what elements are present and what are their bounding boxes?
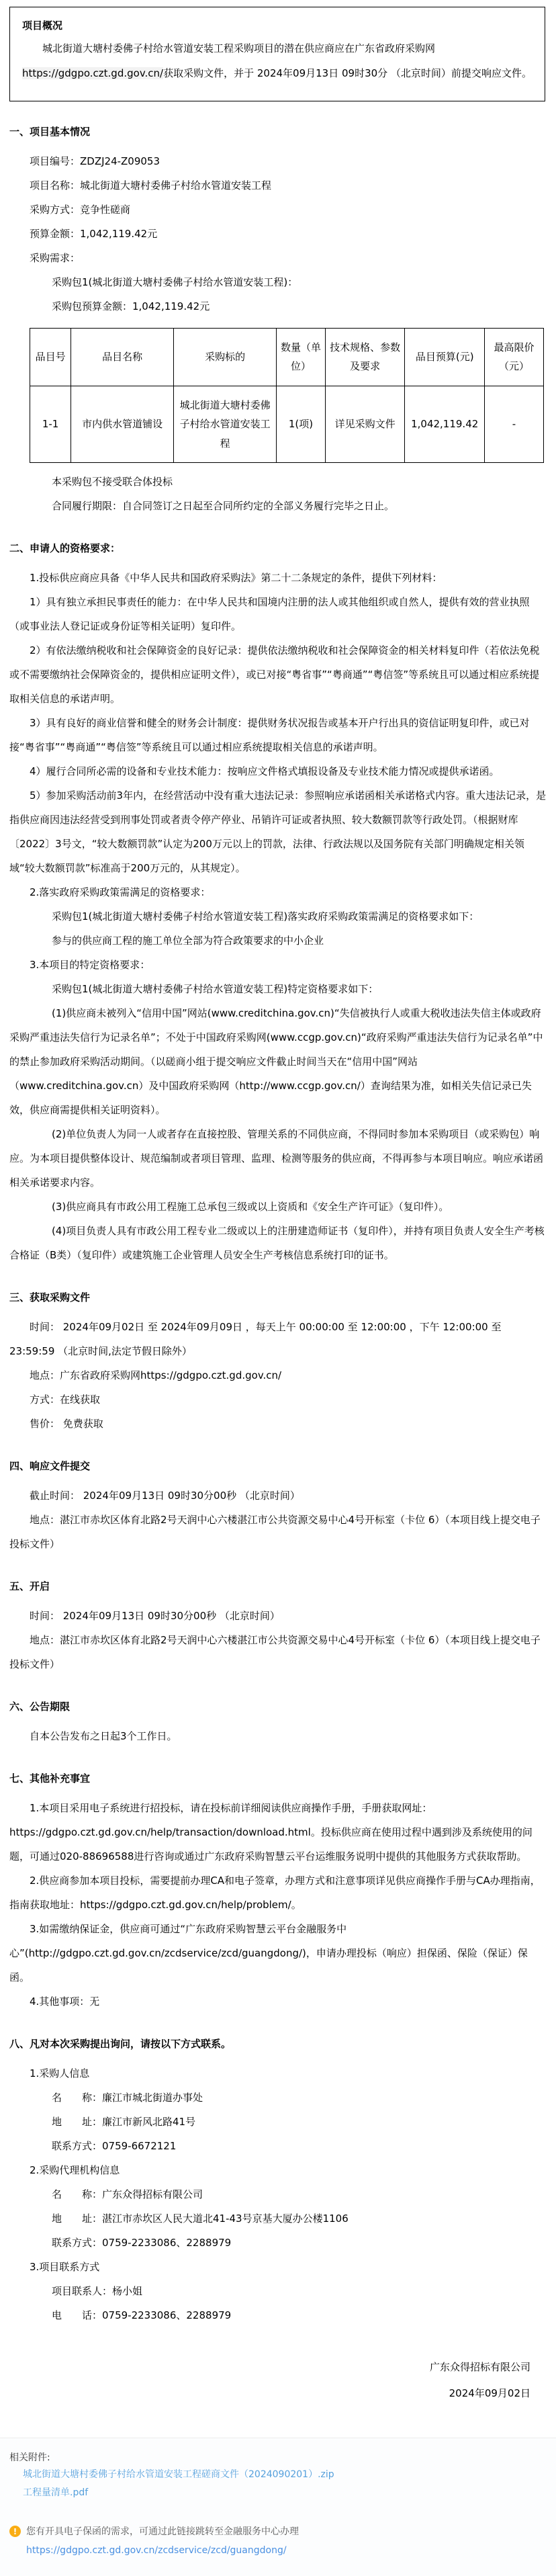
attachments-title: 相关附件: [9, 2452, 50, 2463]
cell-quantity: 1(项) [277, 386, 326, 463]
qualification-paragraph: 1.投标供应商应具备《中华人民共和国政府采购法》第二十二条规定的条件，提供下列材料： [30, 572, 443, 584]
procurement-method: 采购方式：竞争性磋商 [30, 203, 131, 216]
purchaser-telephone: 联系方式：0759-6672121 [52, 2140, 177, 2152]
qualification-paragraph: 4）履行合同所必需的设备和专业技术能力：按响应文件格式填报设备及专业技术能力情况或提供承诺函。 [30, 765, 500, 777]
qualification-paragraph: 3）具有良好的商业信誉和健全的财务会计制度：提供财务状况报告或基本开户行出具的资信证明复印件，或已对接“粤省事”“粤商通”“粤信签”等系统且可以通过相应系统提取相关信息的承诺声明。 [9, 717, 530, 753]
qualification-paragraph: (1)供应商未被列入“信用中国”网站(www.creditchina.gov.cn)“失信被执行人或重大税收违法失信主体或政府采购严重违法失信行为记录名单”；不处于中国政府采购网(www.ccgp.gov.cn)“政府采购严重违法失信行为记录名单”中的禁止参加政府采购活动期间。（以磋商小组于提交响应文件截止时间当天在“信用中国”网站（www.creditchina.gov.cn）及中国政府采购网（http://www.ccgp.gov.cn/）查询结果为准，如相关失信记录已失效，供应商需提供相关证明资料）。 [9, 1007, 543, 1116]
agency-telephone: 联系方式：0759-2233086、2288979 [52, 2237, 232, 2249]
table-row [30, 386, 544, 463]
qualification-paragraph: (2)单位负责人为同一人或者存在直接控股、管理关系的不同供应商，不得同时参加本采购项目（或采购包）响应。为本项目提供整体设计、规范编制或者项目管理、监理、检测等服务的供应商，不得再参与本项目响应。响应承诺函相关承诺要求内容。 [9, 1128, 544, 1189]
cell-subject: 城北街道大塘村委佛子村给水管道安装工程 [174, 386, 277, 463]
qualification-paragraph: 采购包1(城北街道大塘村委佛子村给水管道安装工程)落实政府采购政策需满足的资格要求如下： [52, 910, 479, 922]
qualification-paragraph: (4)项目负责人具有市政公用工程专业二级或以上的注册建造师证书（复印件），并持有项目负责人安全生产考核合格证（B类）（复印件）或建筑施工企业管理人员安全生产考核信息系统打印的证书。 [9, 1225, 545, 1261]
agency-info-title: 2.采购代理机构信息 [30, 2164, 120, 2176]
qualification-paragraph: 5）参加采购活动前3年内，在经营活动中没有重大违法记录：参照响应承诺函相关承诺格式内容。重大违法记录，是指供应商因违法经营受到刑事处罚或者责令停产停业、吊销许可证或者执照、较大数额罚款等行政处罚。（根据财库〔2022〕3号文，“较大数额罚款”认定为200万元以上的罚款，法律、行政法规以及国务院有关部门明确规定相关领域“较大数额罚款”标准高于200万元的，从其规定）。 [9, 789, 547, 874]
items-table [30, 328, 544, 464]
package-line: 采购包1(城北街道大塘村委佛子村给水管道安装工程)： [52, 275, 298, 288]
supplement-paragraph: 4.其他事项：无 [30, 1995, 100, 2008]
obtain-place: 地点：广东省政府采购网https://gdgpo.czt.gd.gov.cn/ [30, 1369, 282, 1381]
col-header-spec: 技术规格、参数及要求 [325, 328, 405, 386]
col-header-max-price: 最高限价（元） [484, 328, 543, 386]
purchaser-name: 名 称：廉江市城北街道办事处 [52, 2092, 203, 2104]
items-table-header-row [30, 328, 544, 386]
submission-deadline: 截止时间： 2024年09月13日 09时30分00秒 （北京时间） [30, 1490, 300, 1502]
demand-label: 采购需求： [30, 251, 81, 264]
no-consortium-note: 本采购包不接受联合体投标 [52, 476, 173, 488]
section-heading-submission: 四、响应文件提交 [9, 1460, 91, 1472]
procurement-site-url: https://gdgpo.czt.gd.gov.cn/ [22, 67, 164, 79]
section-heading-obtain-documents: 三、获取采购文件 [9, 1291, 91, 1303]
section-heading-opening: 五、开启 [9, 1580, 50, 1592]
opening-place: 地点：湛江市赤坎区体育北路2号天润中心六楼湛江市公共资源交易中心4号开标室（卡位 6）（本项目线上提交电子投标文件） [9, 1634, 541, 1670]
qualification-paragraph: 1）具有独立承担民事责任的能力：在中华人民共和国境内注册的法人或其他组织或自然人，提供有效的营业执照（或事业法人登记证或身份证等相关证明）复印件。 [9, 596, 530, 632]
col-header-item-budget: 品目预算(元) [405, 328, 485, 386]
package-budget: 采购包预算金额：1,042,119.42元 [52, 300, 210, 312]
opening-time: 时间： 2024年09月13日 09时30分00秒 （北京时间） [30, 1610, 280, 1622]
financial-service-link[interactable]: https://gdgpo.czt.gd.gov.cn/zcdservice/zcd/guangdong/ [26, 2544, 287, 2556]
budget-amount: 预算金额：1,042,119.42元 [30, 227, 158, 240]
footer-company: 广东众得招标有限公司 [429, 2361, 530, 2373]
submission-place: 地点：湛江市赤坎区体育北路2号天润中心六楼湛江市公共资源交易中心4号开标室（卡位 6）（本项目线上提交电子投标文件） [9, 1514, 541, 1550]
cell-item-budget: 1,042,119.42 [405, 386, 485, 463]
section-heading-qualification: 二、申请人的资格要求： [9, 542, 121, 554]
cell-spec: 详见采购文件 [325, 386, 405, 463]
agency-address: 地 址：湛江市赤坎区人民大道北41-43号京基大厦办公楼1106 [52, 2213, 349, 2225]
attachments-area [0, 2438, 556, 2576]
section-heading-basic-info: 一、项目基本情况 [9, 125, 91, 138]
purchaser-address: 地 址：廉江市新风北路41号 [52, 2116, 196, 2128]
agency-name: 名 称：广东众得招标有限公司 [52, 2188, 203, 2200]
section-heading-announcement-period: 六、公告期限 [9, 1701, 71, 1713]
qualification-paragraph: 2）有依法缴纳税收和社会保障资金的良好记录：提供依法缴纳税收和社会保障资金的相关材料复印件（若依法免税或不需要缴纳社会保障资金的，提供相应证明文件），或已对接“粤省事”“粤商通”“粤信签”等系统且可以通过相应系统提取相关信息的承诺声明。 [9, 644, 540, 705]
exclamation-icon: ! [9, 2526, 21, 2537]
qualification-paragraph: (3)供应商具有市政公用工程施工总承包三级或以上资质和《安全生产许可证》（复印件）。 [52, 1201, 449, 1213]
footer-signature [9, 2354, 530, 2407]
cell-item-name: 市内供水管道铺设 [71, 386, 174, 463]
project-contact-telephone: 电 话：0759-2233086、2288979 [52, 2309, 232, 2321]
overview-body [22, 36, 532, 86]
footer-date: 2024年09月02日 [449, 2387, 530, 2399]
col-header-item-name: 品目名称 [71, 328, 174, 386]
notice-text: 您有开具电子保函的需求，可通过此链接跳转至金融服务中心办理 [26, 2526, 299, 2538]
supplement-paragraph: 1.本项目采用电子系统进行招投标，请在投标前详细阅读供应商操作手册，手册获取网址：https://gdgpo.czt.gd.gov.cn/help/transaction/download.html。投标供应商在使用过程中遇到涉及系统使用的问题，可通过020-88696588进行咨询或通过广东政府采购智慧云平台运维服务说明中提供的其他服务方式获取帮助。 [9, 1802, 532, 1862]
obtain-price: 售价： 免费获取 [30, 1418, 103, 1430]
qualification-paragraph: 3.本项目的特定资格要求： [30, 959, 150, 971]
qualification-paragraph: 2.落实政府采购政策需满足的资格要求： [30, 886, 211, 898]
project-overview-box [9, 7, 545, 101]
obtain-time: 时间： 2024年09月02日 至 2024年09月09日 ，每天上午 00:00:00 至 12:00:00 ，下午 12:00:00 至 23:59:59 （北京时间,法定节假日除外） [9, 1321, 502, 1357]
col-header-quantity: 数量（单位） [277, 328, 326, 386]
project-number: 项目编号：ZDZJ24-Z09053 [30, 155, 160, 167]
contract-period: 合同履行期限：自合同签订之日起至合同所约定的全部义务履行完毕之日止。 [52, 500, 395, 512]
section-heading-supplement: 七、其他补充事宜 [9, 1772, 91, 1785]
overview-title: 项目概况 [22, 19, 63, 32]
cell-max-price: - [484, 386, 543, 463]
project-contact-title: 3.项目联系方式 [30, 2261, 100, 2273]
overview-body-post: 获取采购文件，并于 2024年09月13日 09时30分 （北京时间）前提交响应文件。 [163, 67, 532, 79]
project-name: 项目名称：城北街道大塘村委佛子村给水管道安装工程 [30, 179, 272, 191]
cell-item-no: 1-1 [30, 386, 71, 463]
attachment-link-zip[interactable]: 城北街道大塘村委佛子村给水管道安装工程磋商文件（2024090201）.zip [23, 2469, 334, 2480]
e-guarantee-notice [7, 2524, 556, 2569]
announcement-period-body: 自本公告发布之日起3个工作日。 [30, 1730, 177, 1742]
supplement-paragraph: 2.供应商参加本项目投标，需要提前办理CA和电子签章，办理方式和注意事项详见供应商操作手册与CA办理指南，指南获取地址：https://gdgpo.czt.gd.gov.cn/help/problem/。 [9, 1875, 541, 1911]
purchaser-info-title: 1.采购人信息 [30, 2067, 90, 2079]
project-contact-person: 项目联系人：杨小姐 [52, 2285, 143, 2297]
overview-body-pre: 城北街道大塘村委佛子村给水管道安装工程采购项目的潜在供应商应在广东省政府采购网 [42, 42, 436, 54]
qualification-paragraph: 参与的供应商工程的施工单位全部为符合政策要求的中小企业 [52, 935, 324, 947]
section-heading-contact: 八、凡对本次采购提出询问，请按以下方式联系。 [9, 2038, 232, 2050]
qualification-paragraph: 采购包1(城北街道大塘村委佛子村给水管道安装工程)特定资格要求如下： [52, 983, 379, 995]
obtain-way: 方式：在线获取 [30, 1393, 101, 1406]
supplement-paragraph: 3.如需缴纳保证金，供应商可通过“广东政府采购智慧云平台金融服务中心”(http://gdgpo.czt.gd.gov.cn/zcdservice/zcd/guangdong/)，申请办理投标（响应）担保函、保险（保证）保函。 [9, 1923, 528, 1983]
attachment-link-pdf[interactable]: 工程量清单.pdf [23, 2487, 89, 2499]
col-header-item-no: 品目号 [30, 328, 71, 386]
col-header-subject: 采购标的 [174, 328, 277, 386]
